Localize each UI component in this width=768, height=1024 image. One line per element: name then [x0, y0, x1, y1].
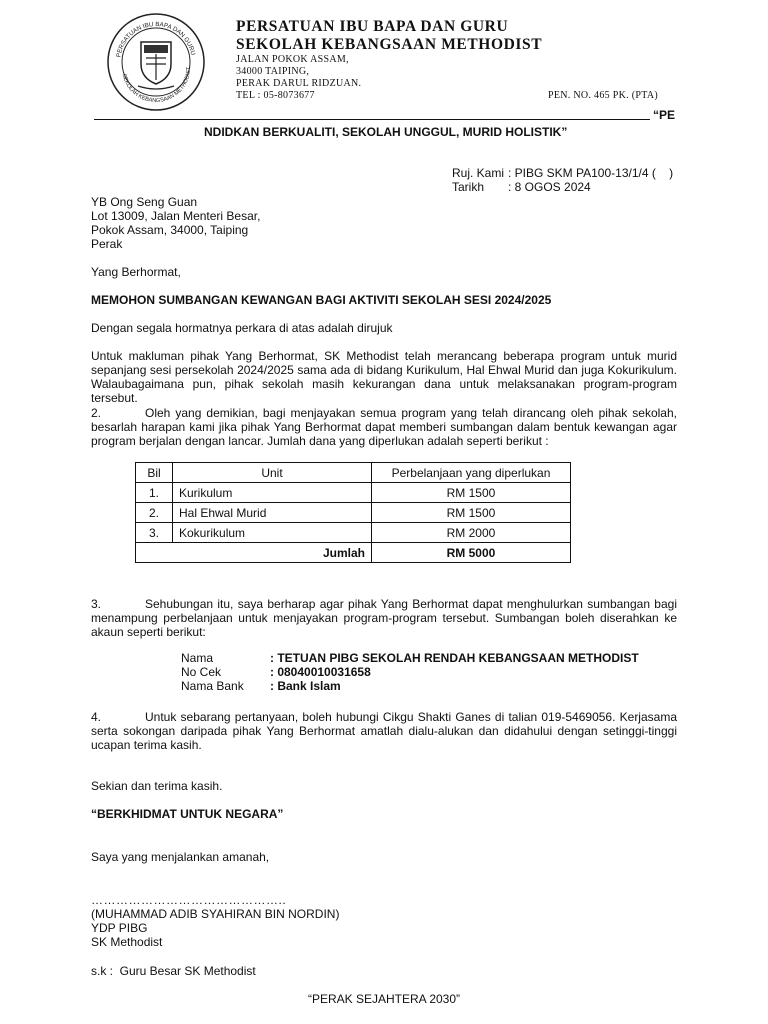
intro-line: Dengan segala hormatnya perkara di atas adalah dirujuk [91, 321, 393, 335]
amount: RM 1500 [372, 483, 571, 503]
unit-name: Hal Ehwal Murid [173, 503, 372, 523]
recipient-name: YB Ong Seng Guan [91, 195, 198, 209]
row-number: 3. [136, 523, 173, 543]
paragraph-text: Untuk sebarang pertanyaan, boleh hubungi Cikgu Shakti Ganes di talian 019-5469056. Kerjasama serta sokongan daripada pihak Yang Berhormat amatlah dialu-alukan dan didahului dengan setinggi-tinggi ucapan terima kasih. [91, 710, 677, 752]
account-name: : TETUAN PIBG SEKOLAH RENDAH KEBANGSAAN METHODIST [270, 651, 639, 665]
paragraph-number: 3. [91, 597, 102, 611]
paragraph-number: 4. [91, 710, 102, 724]
svg-text:SEKOLAH KEBANGSAAN METHODIST: SEKOLAH KEBANGSAAN METHODIST [120, 66, 193, 105]
reference-value: : PIBG SKM PA100-13/1/4 ( ) [508, 166, 674, 180]
paragraph-number: 2. [91, 406, 102, 420]
bank-details [181, 651, 639, 693]
recipient-line: Perak [91, 237, 123, 251]
paragraph-3 [91, 597, 677, 639]
row-number: 2. [136, 503, 173, 523]
school-crest-logo [106, 12, 206, 112]
org-name: PERSATUAN IBU BAPA DAN GURU [236, 18, 509, 35]
address-line: JALAN POKOK ASSAM, [236, 54, 349, 65]
paragraph-1: Untuk makluman pihak Yang Berhormat, SK Methodist telah merancang beberapa program untuk murid sepanjang sesi persekolah 2024/2025 sama ada di bidang Kurikulum, Hal Ehwal Murid dan juga Kokurikulum. Walaubagaimana pun, pihak sekolah masih kekurangan dana untuk melaksanakan program-program tersebut. [91, 349, 677, 405]
letter-subject: MEMOHON SUMBANGAN KEWANGAN BAGI AKTIVITI SEKOLAH SESI 2024/2025 [91, 293, 552, 307]
school-motto-start: “PE [653, 108, 676, 122]
closing-line: Sekian dan terima kasih. [91, 779, 223, 793]
signer-block [91, 907, 339, 949]
signature-line: ……………………………………….. [91, 893, 287, 907]
sign-off: Saya yang menjalankan amanah, [91, 850, 270, 864]
paragraph-2 [91, 406, 677, 448]
address-line: PERAK DARUL RIDZUAN. [236, 78, 362, 89]
recipient-address [91, 195, 260, 251]
signer-title: YDP PIBG [91, 921, 148, 935]
bank-name: : Bank Islam [270, 679, 341, 693]
row-number: 1. [136, 483, 173, 503]
paragraph-text: Oleh yang demikian, bagi menjayakan semua program yang telah dirancang oleh pihak sekolah, besarlah harapan kami jika pihak Yang Berhormat dapat memberi sumbangan dalam bentuk kewangan agar program berjalan dengan lancar. Jumlah dana yang diperlukan adalah seperti berikut : [91, 406, 677, 448]
unit-name: Kurikulum [173, 483, 372, 503]
footer-motto: “PERAK SEJAHTERA 2030” [307, 992, 461, 1006]
amount: RM 1500 [372, 503, 571, 523]
table-row [136, 523, 571, 543]
bank-label: Nama [181, 651, 214, 665]
table-row [136, 503, 571, 523]
total-label: Jumlah [136, 543, 372, 563]
total-amount: RM 5000 [372, 543, 571, 563]
reference-label: Ruj. Kami [452, 166, 505, 180]
letterhead-divider [94, 119, 650, 120]
service-slogan: “BERKHIDMAT UNTUK NEGARA” [91, 807, 284, 821]
date-label: Tarikh [452, 180, 485, 194]
carbon-copy: s.k : Guru Besar SK Methodist [91, 964, 256, 978]
amount: RM 2000 [372, 523, 571, 543]
total-row [136, 543, 571, 563]
signer-organisation: SK Methodist [91, 935, 163, 949]
column-header: Bil [136, 463, 173, 483]
recipient-line: Pokok Assam, 34000, Taiping [91, 223, 249, 237]
paragraph-text: Sehubungan itu, saya berharap agar pihak Yang Berhormat dapat menghulurkan sumbangan bagi menampung perbelanjaan untuk menjayakan program-program tersebut. Sumbangan boleh diserahkan ke akaun seperti berikut: [91, 597, 677, 639]
salutation: Yang Berhormat, [91, 265, 181, 279]
account-number: : 08040010031658 [270, 665, 371, 679]
recipient-line: Lot 13009, Jalan Menteri Besar, [91, 209, 261, 223]
registration-number: PEN. NO. 465 PK. (PTA) [548, 90, 658, 101]
bank-label: Nama Bank [181, 679, 244, 693]
school-name: SEKOLAH KEBANGSAAN METHODIST [236, 36, 543, 53]
reference-block [452, 166, 673, 194]
signer-name: (MUHAMMAD ADIB SYAHIRAN BIN NORDIN) [91, 907, 340, 921]
address-line: 34000 TAIPING, [236, 66, 310, 77]
table-row [136, 483, 571, 503]
table-header-row [136, 463, 571, 483]
column-header: Perbelanjaan yang diperlukan [372, 463, 571, 483]
school-motto: NDIDKAN BERKUALITI, SEKOLAH UNGGUL, MURID HOLISTIK” [204, 125, 568, 139]
budget-table [135, 462, 571, 563]
telephone-line: TEL : 05-8073677 [236, 90, 315, 101]
date-value: : 8 OGOS 2024 [508, 180, 591, 194]
column-header: Unit [173, 463, 372, 483]
bank-label: No Cek [181, 665, 222, 679]
paragraph-4 [91, 710, 677, 752]
unit-name: Kokurikulum [173, 523, 372, 543]
svg-text:PERSATUAN IBU BAPA DAN GURU: PERSATUAN IBU BAPA DAN GURU [115, 20, 197, 58]
